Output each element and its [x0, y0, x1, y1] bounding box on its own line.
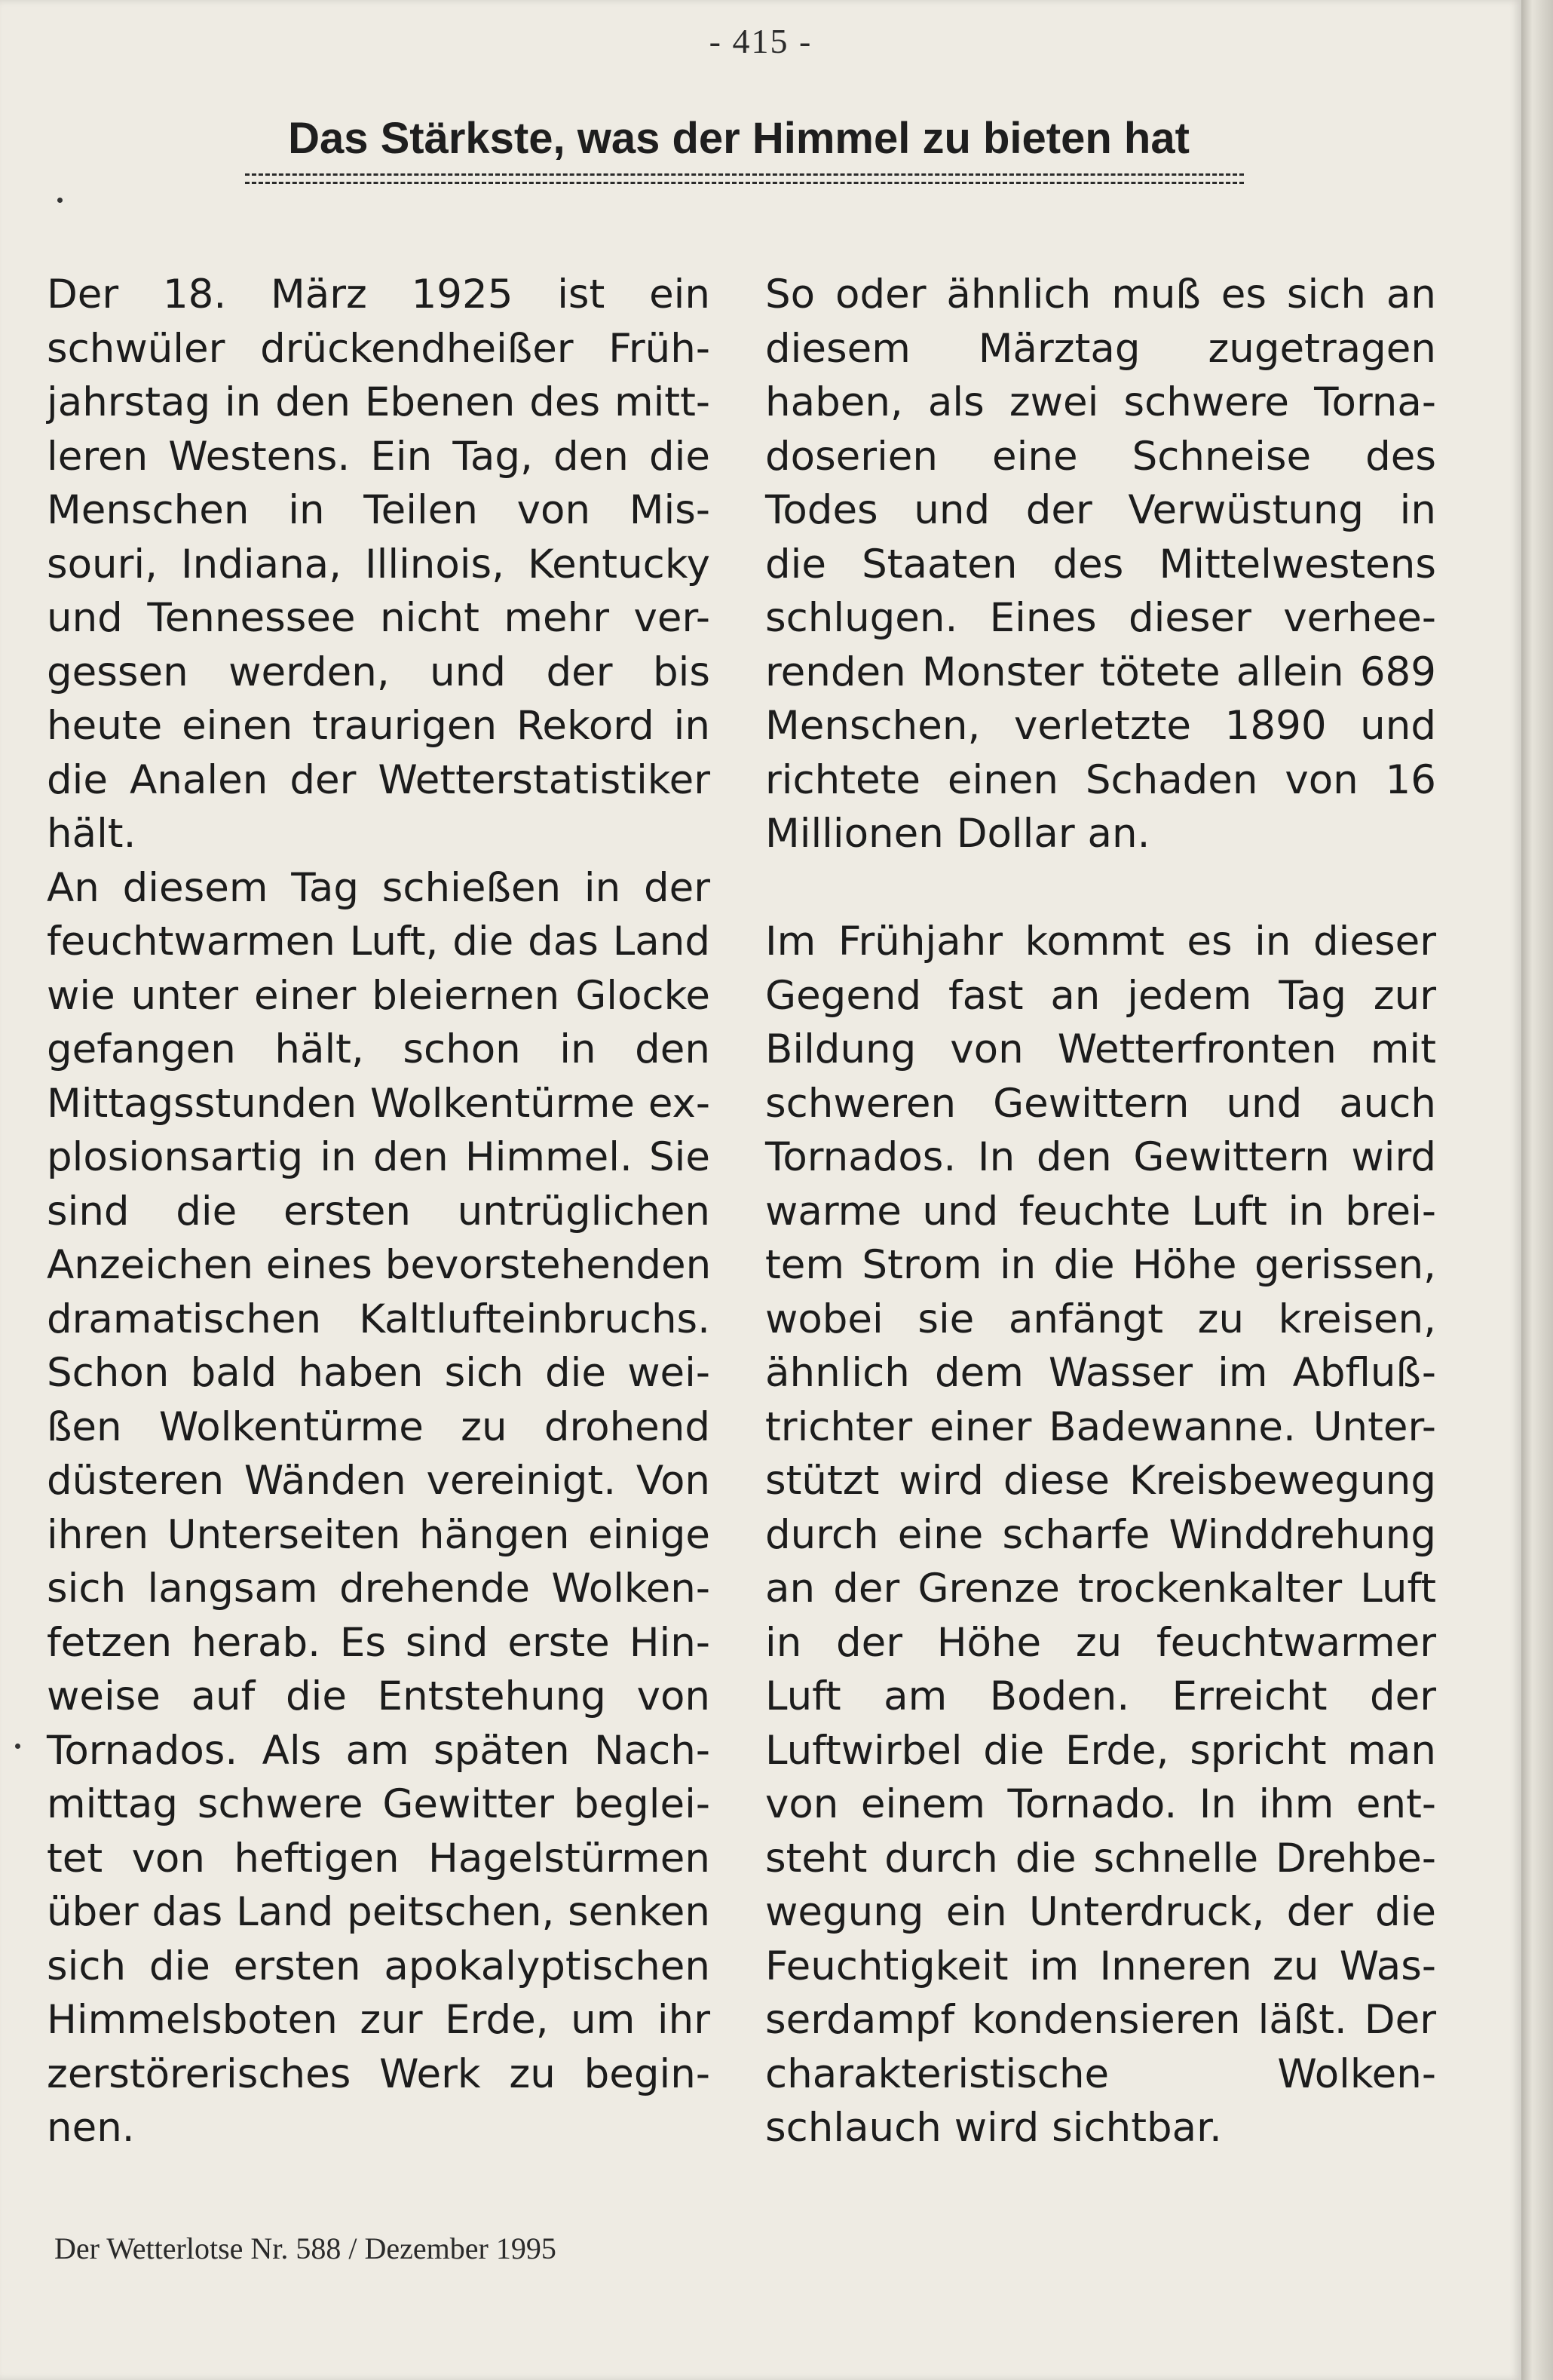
- text-line: Menschen in Teilen von Mis-: [47, 487, 710, 533]
- text-line: Luft am Boden. Erreicht der: [765, 1673, 1436, 1719]
- paragraph-spacer: [765, 861, 1436, 916]
- text-line: plosionsartig in den Himmel. Sie: [47, 1134, 710, 1180]
- page-edge: [1521, 0, 1553, 2380]
- text-line: ßen Wolkentürme zu drohend: [47, 1403, 710, 1450]
- text-line: schweren Gewittern und auch: [765, 1080, 1436, 1127]
- text-line: sich die ersten apokalyptischen: [47, 1943, 710, 1989]
- text-line: diesem Märztag zugetragen: [765, 325, 1436, 372]
- text-line: stützt wird diese Kreisbewegung: [765, 1458, 1436, 1504]
- page-number: - 415 -: [709, 22, 813, 60]
- text-line: wie unter einer bleiernen Glocke: [47, 972, 710, 1019]
- text-line: Millionen Dollar an.: [765, 811, 1150, 857]
- text-line: ähnlich dem Wasser im Abfluß-: [765, 1350, 1436, 1396]
- text-line: düsteren Wänden vereinigt. Von: [47, 1458, 710, 1504]
- text-line: souri, Indiana, Illinois, Kentucky: [47, 541, 710, 587]
- title-underline: [245, 173, 1244, 184]
- text-line: Schon bald haben sich die wei-: [47, 1350, 710, 1396]
- text-line: renden Monster tötete allein 689: [765, 649, 1436, 695]
- right-column: [765, 268, 1436, 2155]
- text-line: tet von heftigen Hagelstürmen: [47, 1835, 710, 1882]
- text-line: Bildung von Wetterfronten mit: [765, 1026, 1436, 1072]
- text-line: Anzeichen eines bevorstehenden: [47, 1242, 712, 1288]
- margin-dot: [57, 198, 63, 203]
- text-line: richtete einen Schaden von 16: [765, 756, 1436, 803]
- text-line: Tornados. In den Gewittern wird: [765, 1134, 1436, 1180]
- margin-dot: [15, 1744, 20, 1749]
- text-line: mittag schwere Gewitter beglei-: [47, 1781, 710, 1827]
- text-line: Menschen, verletzte 1890 und: [765, 703, 1436, 749]
- text-line: durch eine scharfe Winddrehung: [765, 1511, 1436, 1558]
- article-title: Das Stärkste, was der Himmel zu bieten hat: [288, 114, 1190, 163]
- text-line: hält.: [47, 811, 136, 857]
- text-line: gessen werden, und der bis: [47, 649, 710, 695]
- footer-citation: Der Wetterlotse Nr. 588 / Dezember 1995: [54, 2231, 556, 2265]
- text-line: nen.: [47, 2105, 135, 2151]
- text-line: heute einen traurigen Rekord in: [47, 703, 710, 749]
- text-line: ihren Unterseiten hängen einige: [47, 1511, 710, 1558]
- text-line: Feuchtigkeit im Inneren zu Was-: [765, 1943, 1436, 1989]
- text-line: steht durch die schnelle Drehbe-: [765, 1835, 1436, 1882]
- text-line: in der Höhe zu feuchtwarmer: [765, 1619, 1436, 1666]
- text-line: über das Land peitschen, senken: [47, 1889, 710, 1935]
- text-line: Himmelsboten zur Erde, um ihr: [47, 1997, 710, 2043]
- text-line: So oder ähnlich muß es sich an: [765, 271, 1436, 317]
- text-line: Mittagsstunden Wolkentürme ex-: [47, 1080, 710, 1127]
- text-line: Gegend fast an jedem Tag zur: [765, 972, 1436, 1019]
- text-line: feuchtwarmen Luft, die das Land: [47, 919, 710, 965]
- text-line: An diesem Tag schießen in der: [47, 864, 710, 911]
- text-line: und Tennessee nicht mehr ver-: [47, 595, 710, 641]
- text-line: von einem Tornado. In ihm ent-: [765, 1781, 1436, 1827]
- text-line: die Analen der Wetterstatistiker: [47, 756, 710, 803]
- text-line: sich langsam drehende Wolken-: [47, 1566, 710, 1612]
- text-line: gefangen hält, schon in den: [47, 1026, 710, 1072]
- text-line: Todes und der Verwüstung in: [765, 487, 1436, 533]
- text-line: jahrstag in den Ebenen des mitt-: [47, 379, 710, 425]
- left-column: [47, 268, 710, 2155]
- text-line: Tornados. Als am späten Nach-: [47, 1727, 710, 1774]
- text-line: Im Frühjahr kommt es in dieser: [765, 919, 1436, 965]
- text-line: weise auf die Entstehung von: [47, 1673, 710, 1719]
- text-line: fetzen herab. Es sind erste Hin-: [47, 1619, 710, 1666]
- text-line: wobei sie anfängt zu kreisen,: [765, 1296, 1436, 1342]
- text-line: wegung ein Unterdruck, der die: [765, 1889, 1436, 1935]
- text-line: doserien eine Schneise des: [765, 433, 1436, 480]
- text-line: Der 18. März 1925 ist ein: [47, 271, 710, 317]
- text-line: charakteristische Wolken-: [765, 2050, 1436, 2097]
- text-line: schwüler drückendheißer Früh-: [47, 325, 710, 372]
- text-line: Luftwirbel die Erde, spricht man: [765, 1727, 1436, 1774]
- text-line: haben, als zwei schwere Torna-: [765, 379, 1436, 425]
- text-line: schlauch wird sichtbar.: [765, 2105, 1222, 2151]
- text-line: die Staaten des Mittelwestens: [765, 541, 1436, 587]
- text-line: dramatischen Kaltlufteinbruchs.: [47, 1296, 710, 1342]
- text-line: warme und feuchte Luft in brei-: [765, 1188, 1436, 1234]
- text-line: schlugen. Eines dieser verhee-: [765, 595, 1436, 641]
- text-line: zerstörerisches Werk zu begin-: [47, 2050, 710, 2097]
- text-line: an der Grenze trockenkalter Luft: [765, 1566, 1436, 1612]
- text-line: trichter einer Badewanne. Unter-: [765, 1403, 1436, 1450]
- text-line: leren Westens. Ein Tag, den die: [47, 433, 710, 480]
- text-line: serdampf kondensieren läßt. Der: [765, 1997, 1436, 2043]
- text-line: sind die ersten untrüglichen: [47, 1188, 710, 1234]
- text-line: tem Strom in die Höhe gerissen,: [765, 1242, 1436, 1288]
